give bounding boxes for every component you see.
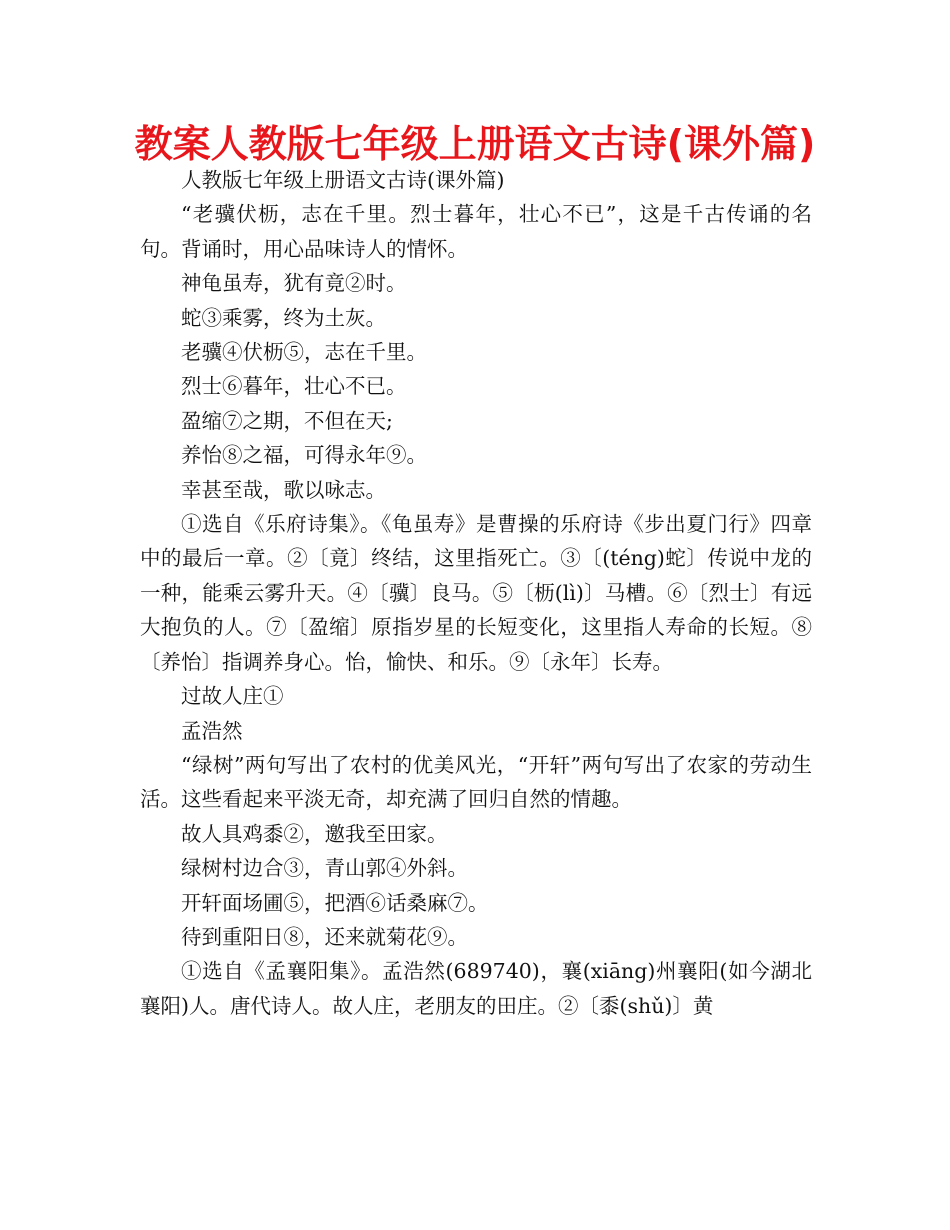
poem-line: 故人具鸡黍②，邀我至田家。 [181, 821, 448, 846]
paragraph-notes-guishou: ①选自《乐府诗集》。《龟虽寿》是曹操的乐府诗《步出夏门行》四章中的最后一章。②〔竟〕终结，这里指死亡。③〔(téng)蛇〕传说中龙的一种，能乘云雾升天。④〔骥〕良马。⑤〔枥(lì)〕马槽。⑥〔烈士〕有远大抱负的人。⑦〔盈缩〕原指岁星的长短变化，这里指人寿命的长短。⑧〔养怡〕指调养身心。怡，愉快、和乐。⑨〔永年〕长寿。 [140, 512, 812, 674]
poem-line: 幸甚至哉，歌以咏志。 [181, 477, 386, 502]
document-title: 教案人教版七年级上册语文古诗(课外篇) [134, 122, 816, 166]
paragraph-subtitle: 人教版七年级上册语文古诗(课外篇) [181, 168, 505, 192]
paragraph-intro-guguren: “绿树”两句写出了农村的优美风光，“开轩”两句写出了农家的劳动生活。这些看起来平淡无奇，却充满了回归自然的情趣。 [140, 752, 812, 812]
poem-line: 老骥④伏枥⑤，志在千里。 [181, 340, 427, 365]
poem-title: 过故人庄① [181, 684, 284, 709]
poem-author: 孟浩然 [181, 718, 243, 743]
poem-line: 待到重阳日⑧，还来就菊花⑨。 [181, 924, 468, 949]
poem-line: 养怡⑧之福，可得永年⑨。 [181, 443, 427, 468]
poem-line: 绿树村边合③，青山郭④外斜。 [181, 856, 468, 881]
poem-line: 神龟虽寿，犹有竟②时。 [181, 271, 407, 296]
paragraph-intro-guishou: “老骥伏枥，志在千里。烈士暮年，壮心不已”，这是千古传诵的名句。背诵时，用心品味诗人的情怀。 [140, 202, 812, 261]
document-body [140, 163, 812, 1023]
poem-line: 烈士⑥暮年，壮心不已。 [181, 374, 407, 399]
poem-line: 盈缩⑦之期，不但在天; [181, 408, 393, 433]
poem-line: 蛇③乘雾，终为土灰。 [181, 305, 386, 330]
poem-line: 开轩面场圃⑤，把酒⑥话桑麻⑦。 [181, 890, 489, 915]
paragraph-notes-guguren: ①选自《孟襄阳集》。孟浩然(689740)，襄(xiāng)州襄阳(如今湖北襄阳)人。唐代诗人。故人庄，老朋友的田庄。②〔黍(shǔ)〕黄 [140, 959, 812, 1018]
